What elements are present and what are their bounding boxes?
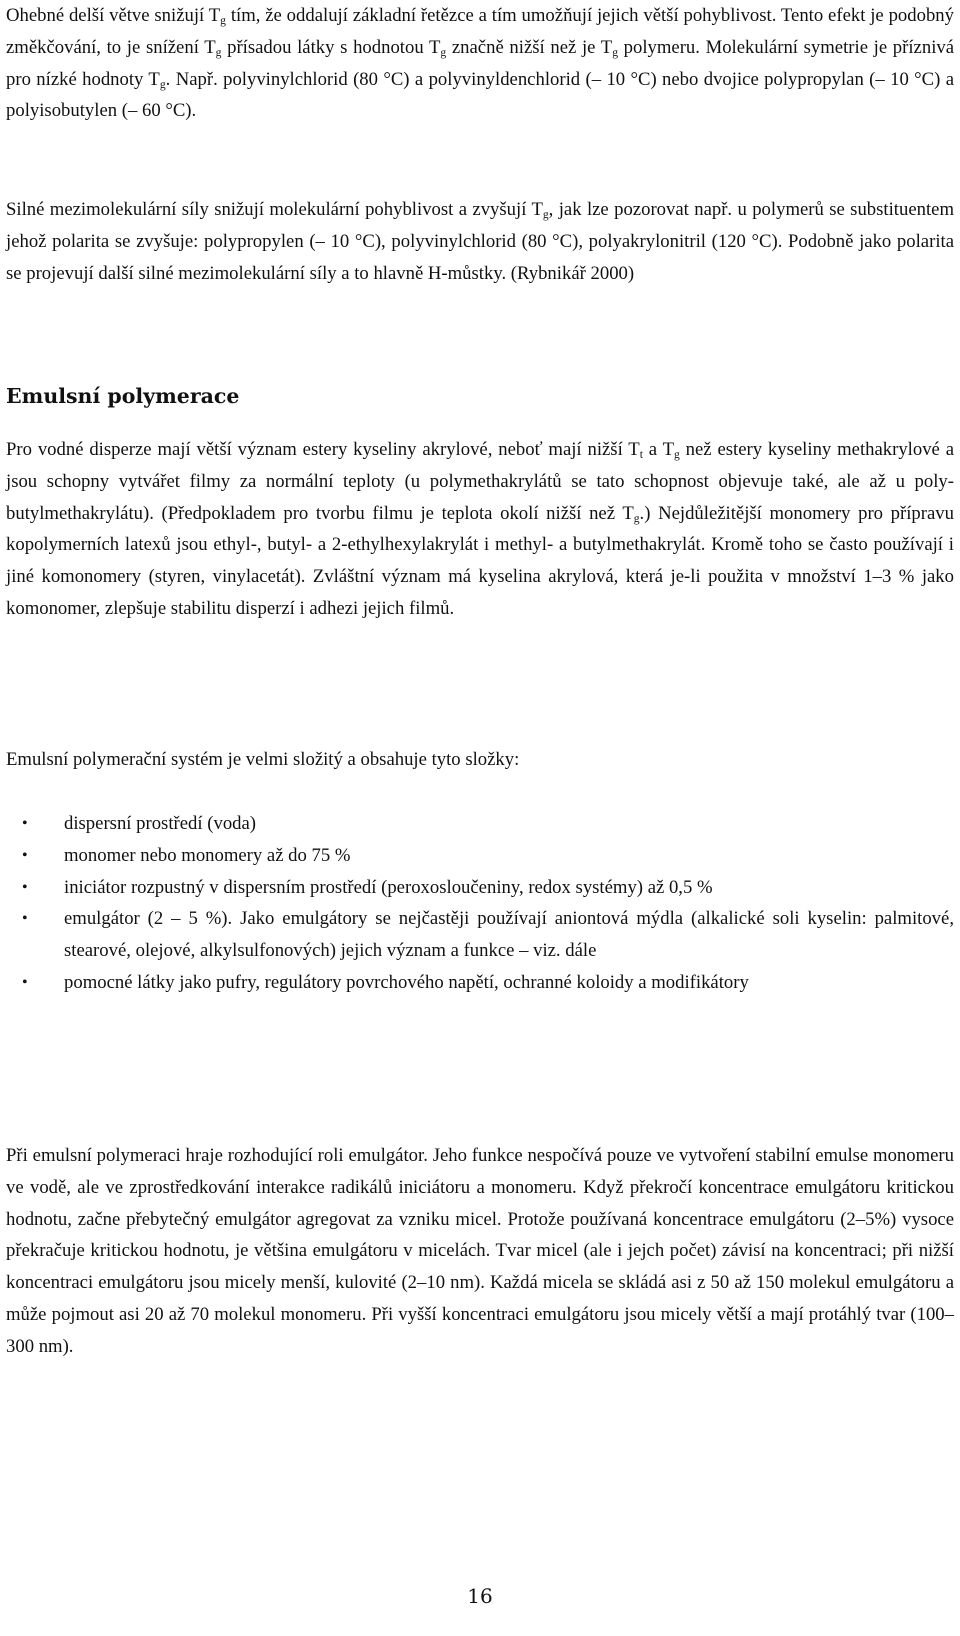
components-list: [0, 808, 954, 999]
text-run: a T: [642, 439, 675, 460]
list-item: [0, 872, 954, 904]
text-run: polymeru. Molekulární symetrie je příznivá pro nízké hodnoty T: [6, 36, 955, 90]
list-item: [0, 967, 954, 999]
list-item-text: pomocné látky jako pufry, regulátory povrchového napětí, ochranné koloidy a modifikátory: [64, 971, 749, 993]
text-run: . Např. polyvinylchlorid (80 °C) a polyvinyldenchlorid (– 10 °C) nebo dvojice polypropylan (– 10 °C) a polyisobutylen (– 60 °C).: [6, 68, 955, 122]
text-run: Pro vodné disperze mají větší význam estery kyseliny akrylové, neboť mají nižší T: [6, 439, 640, 460]
bullet-icon: •: [22, 973, 28, 991]
text-run: , jak lze pozorovat např. u polymerů se substituentem jehož polarita se zvyšuje: polypropylen (– 10 °C), polyvinylchlorid (80 °C), polyakrylonitril (120 °C). Podobně jako polarita se projevují další silné mezimolekulární síly a to hlavně H-můstky. (Rybnikář 2000): [6, 199, 954, 284]
bullet-icon: •: [22, 846, 28, 864]
paragraph-emulsifier-role: Při emulsní polymeraci hraje rozhodující roli emulgátor. Jeho funkce nespočívá pouze ve vytvoření stabilní emulse monomeru ve vodě, ale ve zprostředkování interakce radikálů iniciátoru a monomeru. Když překročí koncentrace emulgátoru kritickou hodnotu, začne přebytečný emulgátor agregovat za vzniku micel. Protože používaná koncentrace emulgátoru (2–5%) vysoce překračuje kritickou hodnotu, je většina emulgátoru v micelách. Tvar micel (ale i jejch počet) závisí na koncentraci; při nižší koncentraci emulgátoru jsou micely menší, kulovité (2–10 nm). Každá micela se skládá asi z 50 až 150 molekul emulgátoru a může pojmout asi 20 až 70 molekul monomeru. Při vyšší koncentraci emulgátoru jsou micely větší a mají protáhlý tvar (100–300 nm).: [6, 1145, 954, 1357]
paragraph-system-intro: Emulsní polymerační systém je velmi složitý a obsahuje tyto složky:: [6, 749, 520, 770]
text-run: než estery kyseliny methakrylové a jsou schopny vytvářet filmy za normální teploty (u polymethakrylátů se tato schopnost objevuje také, ale až u poly-butylmethakrylátu). (Předpokladem pro tvorbu filmu je teplota okolí nižší než T: [6, 439, 955, 524]
bullet-icon: •: [22, 878, 28, 896]
text-run: Ohebné delší větve snižují T: [6, 5, 221, 26]
list-item-text: iniciátor rozpustný v dispersním prostředí (peroxosloučeniny, redox systémy) až 0,5 %: [64, 876, 713, 898]
list-item: [0, 840, 954, 872]
list-item: [0, 808, 954, 840]
subscript-g: g: [633, 511, 640, 525]
list-item-text: emulgátor (2 – 5 %). Jako emulgátory se nejčastěji používají aniontová mýdla (alkalické soli kyselin: palmitové, stearové, olejové, alkylsulfonových) jejich význam a funkce – viz. dále: [64, 908, 954, 962]
text-run: značně nižší než je T: [446, 36, 613, 58]
text-run: tím, že oddalují základní řetězce a tím umožňují jejich větší pohyblivost. Tento efekt je podobný změkčování, to je snížení T: [6, 5, 954, 58]
list-item-text: monomer nebo monomery až do 75 %: [64, 844, 351, 866]
bullet-icon: •: [22, 815, 28, 832]
subscript-t: t: [639, 447, 643, 461]
subscript-g: g: [215, 45, 222, 59]
subscript-g: g: [612, 45, 618, 59]
subscript-g: g: [220, 13, 226, 27]
subscript-g: g: [542, 207, 549, 221]
list-item: [0, 903, 954, 967]
subscript-g: g: [159, 77, 166, 91]
section-heading: Emulsní polymerace: [6, 384, 240, 408]
text-run: Silné mezimolekulární síly snižují molekulární pohyblivost a zvyšují T: [6, 199, 543, 220]
paragraph-intermolecular-forces: [6, 194, 954, 289]
paragraph-branching: [6, 0, 954, 127]
paragraph-acrylates: [6, 434, 954, 625]
subscript-g: g: [440, 45, 447, 59]
page-number: 16: [467, 1584, 493, 1608]
text-run: .) Nejdůležitější monomery pro přípravu kopolymerních latexů jsou ethyl-, butyl- a 2-ethylhexylakrylát i methyl- a butylmethakrylát. Kromě toho se často používají i jiné komonomery (styren, vinylacetát). Zvláštní význam má kyselina akrylová, která je-li použita v množství 1–3 % jako komonomer, zlepšuje stabilitu disperzí i adhezi jejich filmů.: [6, 502, 954, 619]
bullet-icon: •: [22, 910, 28, 928]
text-run: přísadou látky s hodnotou T: [221, 36, 441, 58]
list-item-text: dispersní prostředí (voda): [64, 813, 257, 834]
subscript-g: g: [674, 447, 680, 461]
